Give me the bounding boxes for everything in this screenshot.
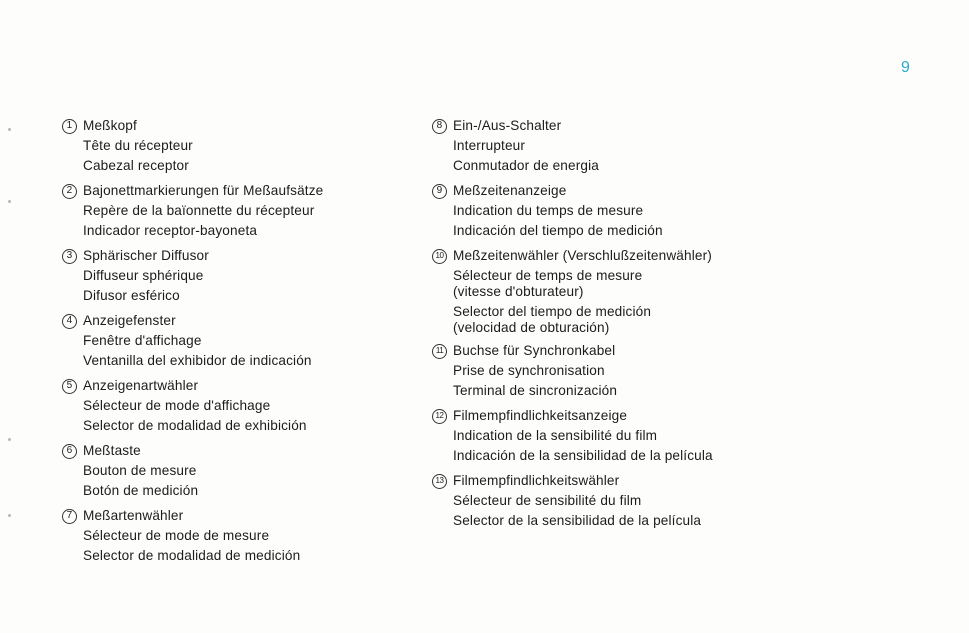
margin-mark (8, 200, 11, 203)
part-name-de: Meßzeitenwähler (Verschlußzeitenwähler) (453, 248, 712, 263)
part-entry-2 (62, 181, 412, 241)
part-name-fr: Indication de la sensibilité du film (453, 428, 658, 443)
part-entry-7 (62, 506, 412, 566)
circled-number-1: 1 (62, 119, 77, 134)
part-name-fr: Sélecteur de mode d'affichage (83, 398, 271, 413)
circled-number-12: 12 (432, 409, 447, 424)
part-name-es: Terminal de sincronización (453, 383, 618, 398)
part-name-de: Meßartenwähler (83, 508, 184, 523)
part-name-de: Meßkopf (83, 118, 137, 133)
parts-list-left (62, 116, 412, 571)
circled-number-8: 8 (432, 119, 447, 134)
page-number: 9 (901, 59, 910, 76)
part-name-es: Indicación de la sensibilidad de la película (453, 448, 713, 463)
circled-number-5: 5 (62, 379, 77, 394)
part-name-de: Bajonettmarkierungen für Meßaufsätze (83, 183, 324, 198)
part-name-es: Cabezal receptor (83, 158, 189, 173)
part-entry-5 (62, 376, 412, 436)
part-entry-3 (62, 246, 412, 306)
part-name-es-continued: (velocidad de obturación) (453, 320, 610, 335)
part-name-fr: Indication du temps de mesure (453, 203, 644, 218)
part-entry-12 (432, 406, 772, 466)
part-name-de: Anzeigenartwähler (83, 378, 199, 393)
margin-mark (8, 438, 11, 441)
part-name-es: Indicador receptor-bayoneta (83, 223, 258, 238)
part-name-es: Indicación del tiempo de medición (453, 223, 663, 238)
circled-number-7: 7 (62, 509, 77, 524)
part-name-fr: Interrupteur (453, 138, 526, 153)
circled-number-2: 2 (62, 184, 77, 199)
part-name-de: Ein-/Aus-Schalter (453, 118, 562, 133)
parts-list-right (432, 116, 772, 536)
part-name-fr: Bouton de mesure (83, 463, 197, 478)
part-name-es: Selector de modalidad de medición (83, 548, 301, 563)
part-name-es: Conmutador de energia (453, 158, 599, 173)
circled-number-6: 6 (62, 444, 77, 459)
part-entry-4 (62, 311, 412, 371)
part-name-de: Meßzeitenanzeige (453, 183, 567, 198)
margin-mark (8, 128, 11, 131)
part-name-de: Meßtaste (83, 443, 141, 458)
part-name-es: Difusor esférico (83, 288, 180, 303)
margin-mark (8, 514, 11, 517)
part-name-de: Filmempfindlichkeitswähler (453, 473, 620, 488)
part-name-es: Ventanilla del exhibidor de indicación (83, 353, 312, 368)
part-name-fr: Prise de synchronisation (453, 363, 605, 378)
part-name-fr: Sélecteur de sensibilité du film (453, 493, 642, 508)
circled-number-9: 9 (432, 184, 447, 199)
part-name-fr: Sélecteur de temps de mesure (453, 268, 643, 283)
circled-number-4: 4 (62, 314, 77, 329)
part-entry-10 (432, 246, 772, 336)
part-name-fr: Tête du récepteur (83, 138, 193, 153)
part-entry-13 (432, 471, 772, 531)
part-name-de: Filmempfindlichkeitsanzeige (453, 408, 628, 423)
part-name-es: Selector de modalidad de exhibición (83, 418, 307, 433)
part-entry-11 (432, 341, 772, 401)
part-entry-6 (62, 441, 412, 501)
circled-number-10: 10 (432, 249, 447, 264)
circled-number-13: 13 (432, 474, 447, 489)
part-name-fr-continued: (vitesse d'obturateur) (453, 284, 584, 299)
part-entry-8 (432, 116, 772, 176)
part-name-fr: Sélecteur de mode de mesure (83, 528, 270, 543)
part-name-de: Buchse für Synchronkabel (453, 343, 616, 358)
part-name-fr: Fenêtre d'affichage (83, 333, 202, 348)
part-name-fr: Diffuseur sphérique (83, 268, 204, 283)
part-name-es: Selector del tiempo de medición (453, 304, 652, 319)
part-name-es: Selector de la sensibilidad de la película (453, 513, 702, 528)
part-name-de: Anzeigefenster (83, 313, 176, 328)
circled-number-3: 3 (62, 249, 77, 264)
circled-number-11: 11 (432, 344, 447, 359)
part-entry-9 (432, 181, 772, 241)
part-name-fr: Repère de la baïonnette du récepteur (83, 203, 315, 218)
part-name-de: Sphärischer Diffusor (83, 248, 209, 263)
part-name-es: Botón de medición (83, 483, 199, 498)
part-entry-1 (62, 116, 412, 176)
